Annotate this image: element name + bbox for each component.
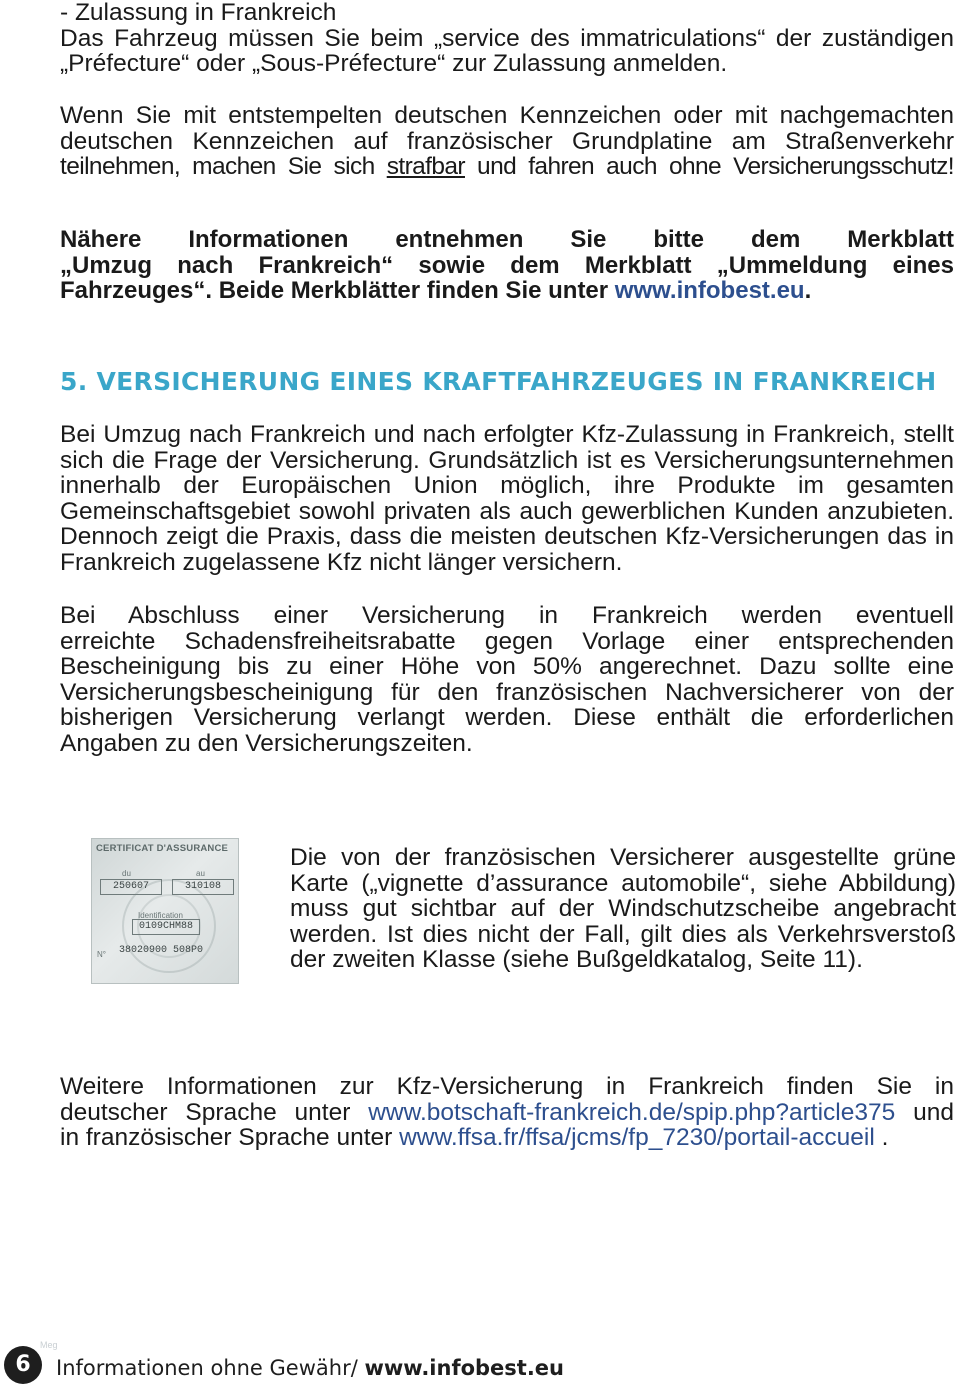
text-line: deutschen Kennzeichen auf französischer Grundplatine am Straßenverkehr — [60, 127, 954, 155]
paragraph-more-info — [60, 227, 954, 304]
text-line: bisherigen Versicherung verlangt werden. Diese enthält die erforderlichen — [60, 704, 954, 732]
certificate-title: CERTIFICAT D'ASSURANCE — [96, 843, 229, 854]
text-line: Angaben zu den Versicherungszeiten. — [60, 729, 473, 757]
text-line: Die von der französischen Versicherer ausgestellte grüne — [290, 844, 956, 871]
text-line — [60, 1125, 954, 1151]
text-line: Nähere Informationen entnehmen Sie bitte dem Merkblatt — [60, 226, 954, 253]
footer-disclaimer — [56, 1356, 564, 1380]
text-line: Dennoch zeigt die Praxis, dass die meisten deutschen Kfz-Versicherungen das in — [60, 523, 954, 551]
footer-text: Informationen ohne Gewähr/ — [56, 1356, 365, 1380]
text-line: der zweiten Klasse (siehe Bußgeldkatalog, Seite 11). — [290, 946, 863, 974]
text-line: Das Fahrzeug müssen Sie beim „service des immatriculations“ der zuständigen — [60, 24, 954, 52]
text-line: Bei Umzug nach Frankreich und nach erfolgter Kfz-Zulassung in Frankreich, stellt — [60, 421, 954, 448]
text-line: Gemeinschaftsgebiet sowohl privaten als auch gewerblichen Kunden anzubieten. — [60, 497, 954, 525]
text-line — [60, 1100, 954, 1126]
text-line — [60, 278, 954, 304]
text-segment: deutscher Sprache unter — [60, 1098, 369, 1126]
faint-mark: Meg — [40, 1340, 58, 1350]
text-segment: und fahren auch ohne Versicherungsschutz! — [464, 153, 955, 181]
identification-box: 0109CHM88 — [132, 919, 200, 935]
ffsa-link[interactable]: www.ffsa.fr/ffsa/jcms/fp_7230/portail-accueil — [399, 1124, 875, 1152]
text-line: Weitere Informationen zur Kfz-Versicherung in Frankreich finden Sie in — [60, 1073, 954, 1100]
text-line: Bei Abschluss einer Versicherung in Frankreich werden eventuell — [60, 602, 954, 629]
text-segment: . — [804, 277, 812, 305]
label-identification: Identification — [138, 911, 183, 920]
text-segment: in französischer Sprache unter — [60, 1124, 400, 1152]
page-number-badge: 6 — [4, 1346, 42, 1384]
text-line: „Préfecture“ oder „Sous-Préfecture“ zur Zulassung anmelden. — [60, 50, 728, 78]
text-line: Frankreich zugelassene Kfz nicht länger versichern. — [60, 548, 623, 576]
underlined-word: strafbar — [386, 153, 465, 181]
text-segment: . — [874, 1124, 889, 1152]
text-line: innerhalb der Europäischen Union möglich, ihre Produkte im gesamten — [60, 472, 954, 500]
insurance-certificate-image — [91, 838, 239, 984]
text-line — [60, 154, 954, 180]
text-line: werden. Ist dies nicht der Fall, gilt dies als Verkehrsverstoß — [290, 920, 956, 948]
botschaft-link[interactable]: www.botschaft-frankreich.de/spip.php?article375 — [368, 1098, 896, 1126]
text-line: - Zulassung in Frankreich — [60, 0, 337, 26]
text-line: sich die Frage der Versicherung. Grundsätzlich ist es Versicherungsunternehmen — [60, 446, 954, 474]
paragraph-insurance-intro — [60, 422, 954, 576]
paragraph-plates-warning — [60, 103, 954, 180]
date-to-box: 310108 — [172, 879, 234, 895]
paragraph-green-card — [290, 845, 956, 973]
text-segment: und — [895, 1098, 954, 1126]
text-line: „Umzug nach Frankreich“ sowie dem Merkblatt „Ummeldung eines — [60, 251, 954, 279]
paragraph-no-claims-bonus — [60, 603, 954, 757]
text-segment: Fahrzeuges“. Beide Merkblätter finden Sie unter — [60, 277, 615, 305]
footer-site-link[interactable]: www.infobest.eu — [364, 1356, 564, 1380]
text-segment: teilnehmen, machen Sie sich — [60, 153, 387, 181]
label-du: du — [122, 869, 131, 878]
text-line: Bescheinigung bis zu einer Höhe von 50% angerechnet. Dazu sollte eine — [60, 653, 954, 681]
text-line: Wenn Sie mit entstempelten deutschen Kennzeichen oder mit nachgemachten — [60, 102, 954, 129]
text-line: Karte („vignette d’assurance automobile“, siehe Abbildung) — [290, 869, 956, 897]
date-from-box: 250607 — [100, 879, 162, 895]
text-line: Versicherungsbescheinigung für den französischen Nachversicherer von der — [60, 678, 954, 706]
infobest-link[interactable]: www.infobest.eu — [614, 277, 805, 305]
paragraph-registration — [60, 0, 954, 77]
section-heading: 5. VERSICHERUNG EINES KRAFTFAHRZEUGES IN FRANKREICH — [60, 367, 937, 396]
text-line: erreichte Schadensfreiheitsrabatte gegen Vorlage einer entsprechenden — [60, 627, 954, 655]
label-au: au — [196, 869, 205, 878]
label-no: N° — [97, 950, 106, 959]
text-line: muss gut sichtbar auf der Windschutzscheibe angebracht — [290, 895, 956, 923]
certificate-number: 38020900 508P0 — [119, 945, 204, 956]
paragraph-further-info — [60, 1074, 954, 1151]
